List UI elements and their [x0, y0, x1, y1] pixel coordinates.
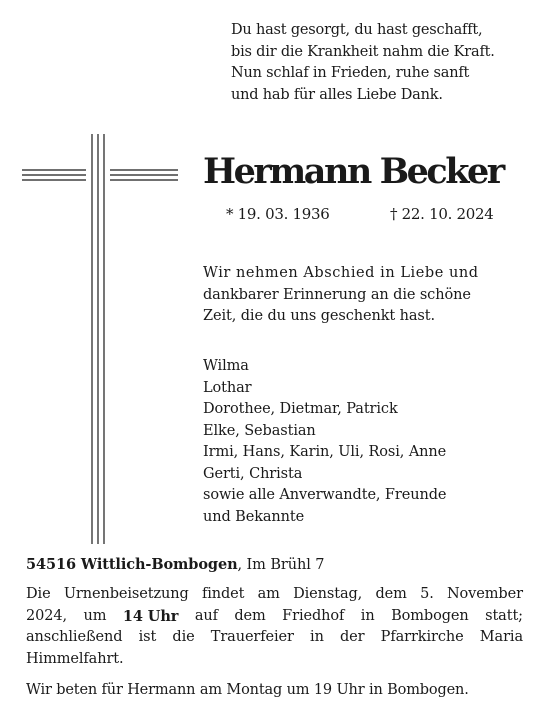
- funeral-line: [26, 627, 523, 649]
- poem-line: Du hast gesorgt, du hast geschafft,: [231, 22, 483, 38]
- mourner-entry: Wilma: [203, 358, 249, 374]
- memorial-poem: [231, 20, 531, 106]
- mourner-entry: Lothar: [203, 379, 252, 396]
- mourner-entry: Elke, Sebastian: [203, 422, 316, 439]
- funeral-word: Die: [26, 586, 51, 602]
- funeral-word: in: [310, 629, 324, 645]
- death-date: † 22. 10. 2024: [390, 205, 494, 223]
- funeral-word: Friedhof: [282, 607, 345, 624]
- funeral-word: Bombogen: [391, 607, 469, 624]
- funeral-line: [26, 584, 523, 606]
- funeral-word: Dienstag,: [293, 586, 363, 602]
- mourner-entry: Irmi, Hans, Karin, Uli, Rosi, Anne: [203, 444, 447, 460]
- mourner-entry: Gerti, Christa: [203, 465, 303, 482]
- funeral-word: dem: [234, 607, 266, 624]
- mourner-entry: sowie alle Anverwandte, Freunde: [203, 487, 447, 503]
- cross-icon: [20, 134, 180, 544]
- mourner-entry: Dorothee, Dietmar, Patrick: [203, 401, 398, 417]
- funeral-word: 5.: [420, 586, 434, 602]
- farewell-line: Zeit, die du uns geschenkt hast.: [203, 308, 435, 324]
- funeral-time: 14 Uhr: [122, 607, 179, 625]
- poem-line: Nun schlaf in Frieden, ruhe sanft: [231, 65, 470, 81]
- funeral-word: Urnenbeisetzung: [63, 586, 189, 602]
- mourners-list: [203, 356, 446, 528]
- funeral-word: Himmelfahrt.: [26, 650, 124, 667]
- funeral-line: [26, 606, 523, 628]
- farewell-text: [203, 263, 528, 328]
- funeral-word: 2024,: [26, 607, 68, 624]
- funeral-word: der: [340, 629, 365, 645]
- funeral-word: auf: [194, 607, 218, 624]
- funeral-word: Maria: [479, 629, 523, 645]
- funeral-word: Pfarrkirche: [380, 629, 464, 645]
- funeral-word: Trauerfeier: [210, 629, 294, 645]
- farewell-line: dankbarer Erinnerung an die schöne: [203, 286, 471, 303]
- farewell-line: Wir nehmen Abschied in Liebe und: [203, 265, 479, 281]
- family-address: [26, 554, 324, 576]
- deceased-name: Hermann Becker: [203, 151, 503, 192]
- funeral-word: findet: [201, 586, 245, 602]
- poem-line: und hab für alles Liebe Dank.: [231, 86, 443, 103]
- mourner-entry: und Bekannte: [203, 508, 305, 525]
- funeral-word: die: [172, 629, 195, 645]
- funeral-word: statt;: [485, 607, 523, 624]
- address-street: , Im Brühl 7: [237, 557, 325, 573]
- poem-line: bis dir die Krankheit nahm die Kraft.: [231, 43, 495, 60]
- funeral-word: ist: [138, 629, 157, 645]
- funeral-details: [26, 584, 523, 670]
- funeral-word: November: [446, 586, 523, 602]
- address-postal-city: 54516 Wittlich-Bombogen: [26, 556, 238, 573]
- funeral-word: dem: [375, 586, 407, 602]
- funeral-word: anschließend: [26, 629, 123, 645]
- birth-date: * 19. 03. 1936: [226, 205, 330, 223]
- prayer-notice: Wir beten für Hermann am Montag um 19 Uhr in Bombogen.: [26, 682, 469, 698]
- funeral-word: am: [257, 586, 280, 602]
- funeral-word: in: [360, 607, 375, 624]
- funeral-line: [26, 649, 523, 671]
- funeral-word: um: [83, 607, 107, 624]
